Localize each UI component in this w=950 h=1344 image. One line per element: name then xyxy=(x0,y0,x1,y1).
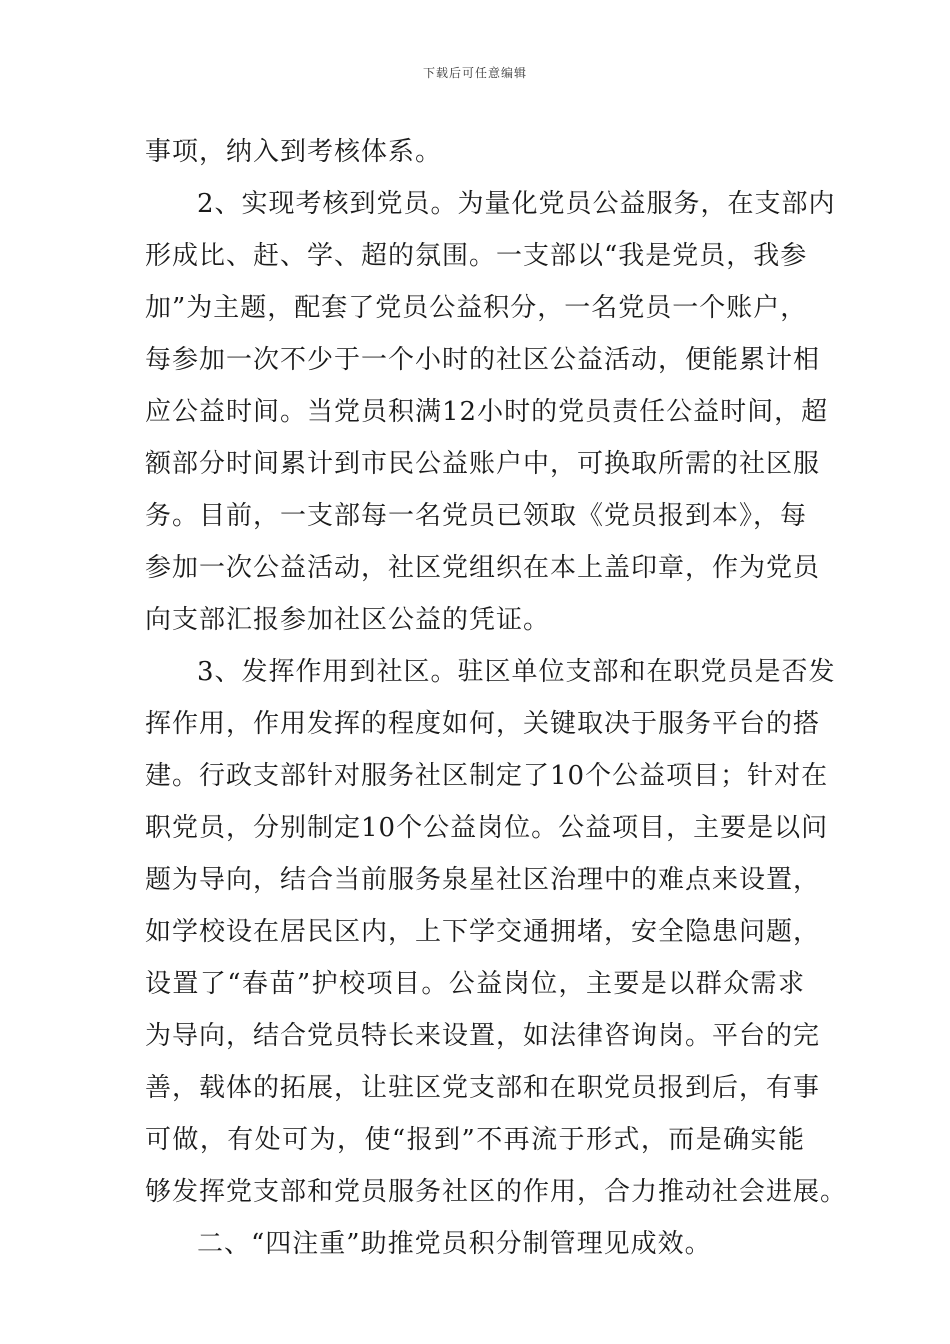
text-line: 参加一次公益活动，社区党组织在本上盖印章，作为党员 xyxy=(145,553,821,583)
text-line: 2、实现考核到党员。为量化党员公益服务，在支部内 xyxy=(197,189,836,219)
text-line: 设置了“春苗”护校项目。公益岗位，主要是以群众需求 xyxy=(145,969,805,999)
text-line: 额部分时间累计到市民公益账户中，可换取所需的社区服 xyxy=(145,449,821,479)
section-heading: 二、“四注重”助推党员积分制管理见成效。 xyxy=(197,1229,712,1259)
text-line: 加”为主题，配套了党员公益积分，一名党员一个账户， xyxy=(145,293,808,323)
text-line: 应公益时间。当党员积满12小时的党员责任公益时间，超 xyxy=(145,397,829,427)
text-line: 如学校设在居民区内，上下学交通拥堵，安全隐患问题， xyxy=(145,917,821,947)
text-line: 每参加一次不少于一个小时的社区公益活动，便能累计相 xyxy=(145,345,821,375)
text-line: 形成比、赶、学、超的氛围。一支部以“我是党员，我参 xyxy=(145,241,808,271)
text-line: 向支部汇报参加社区公益的凭证。 xyxy=(145,605,551,635)
text-line: 挥作用，作用发挥的程度如何，关键取决于服务平台的搭 xyxy=(145,709,821,739)
text-line: 3、发挥作用到社区。驻区单位支部和在职党员是否发 xyxy=(197,657,836,687)
page-header: 下载后可任意编辑 xyxy=(422,66,527,80)
text-line: 建。行政支部针对服务社区制定了10个公益项目；针对在 xyxy=(145,761,829,791)
text-line: 题为导向，结合当前服务泉星社区治理中的难点来设置， xyxy=(145,865,821,895)
text-line: 事项，纳入到考核体系。 xyxy=(145,137,443,167)
document-body xyxy=(145,126,848,1270)
text-line: 职党员，分别制定10个公益岗位。公益项目，主要是以问 xyxy=(145,813,829,843)
text-line: 务。目前，一支部每一名党员已领取《党员报到本》，每 xyxy=(145,501,808,531)
text-line: 为导向，结合党员特长来设置，如法律咨询岗。平台的完 xyxy=(145,1021,821,1051)
text-line: 善，载体的拓展，让驻区党支部和在职党员报到后，有事 xyxy=(145,1073,821,1103)
text-line: 可做，有处可为，使“报到”不再流于形式，而是确实能 xyxy=(145,1125,805,1155)
text-line: 够发挥党支部和党员服务社区的作用，合力推动社会进展。 xyxy=(145,1177,848,1207)
